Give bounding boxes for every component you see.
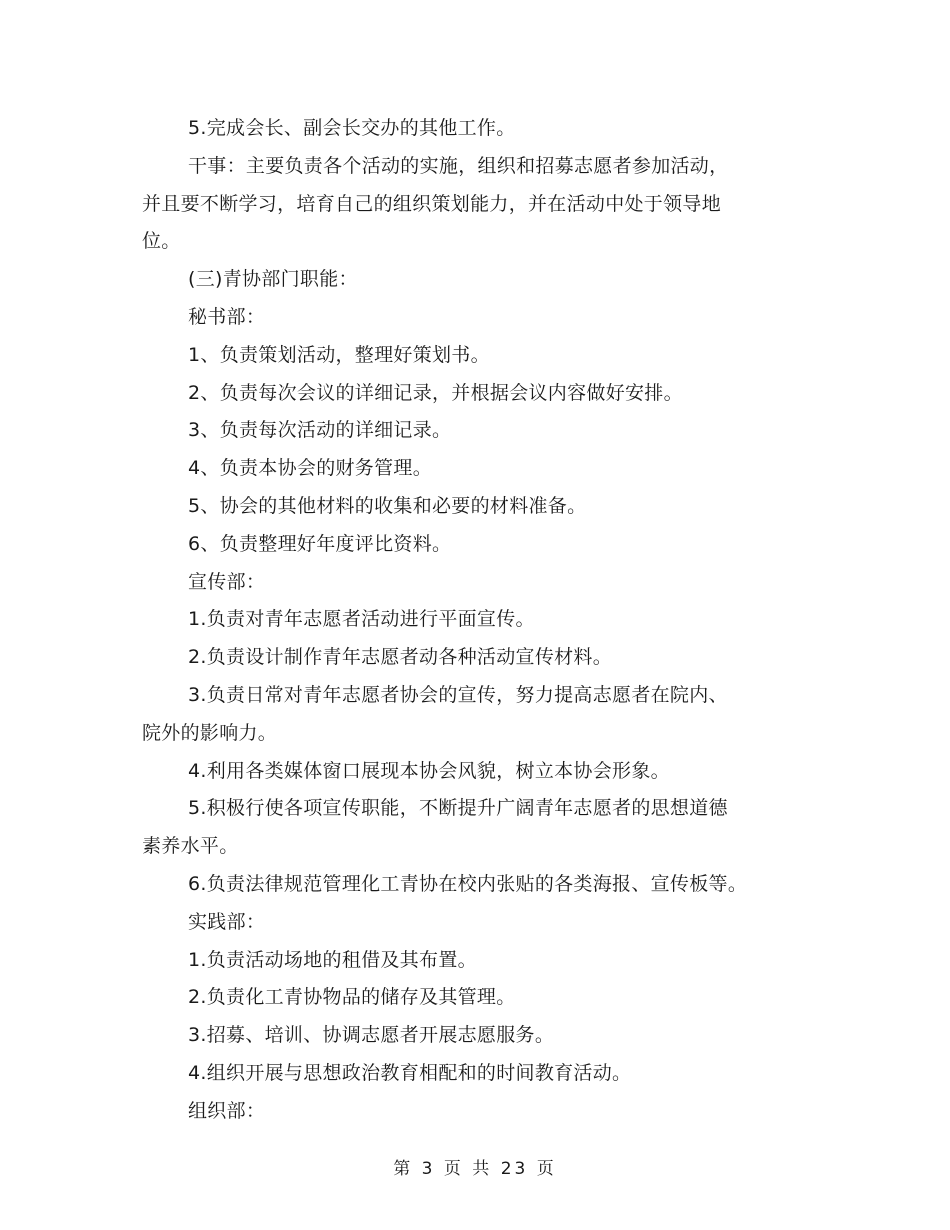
text-line: 6.负责法律规范管理化工青协在校内张贴的各类海报、宣传板等。 (188, 872, 748, 895)
text-line: 6、负责整理好年度评比资料。 (188, 532, 452, 555)
text-line: 5、协会的其他材料的收集和必要的材料准备。 (188, 494, 587, 517)
text-line: 4、负责本协会的财务管理。 (188, 457, 432, 480)
text-line: 1.负责对青年志愿者活动进行平面宣传。 (188, 608, 535, 631)
text-line: 组织部： (188, 1099, 266, 1122)
text-line: 4.组织开展与思想政治教育相配和的时间教育活动。 (188, 1061, 632, 1084)
text-line: 2.负责设计制作青年志愿者动各种活动宣传材料。 (188, 646, 613, 669)
text-line: 1、负责策划活动，整理好策划书。 (188, 343, 490, 366)
text-line: 1.负责活动场地的租借及其布置。 (188, 948, 477, 971)
text-line: 院外的影响力。 (142, 721, 278, 744)
text-line: 位。 (142, 230, 181, 253)
text-line: 3.招募、培训、协调志愿者开展志愿服务。 (188, 1024, 555, 1047)
text-line: 5.完成会长、副会长交办的其他工作。 (188, 117, 516, 139)
document-body (142, 110, 822, 1131)
text-line: 3、负责每次活动的详细记录。 (188, 419, 452, 442)
text-line: 秘书部： (188, 305, 266, 328)
text-line: 干事：主要负责各个活动的实施，组织和招募志愿者参加活动， (188, 154, 729, 177)
text-line: 4.利用各类媒体窗口展现本协会风貌，树立本协会形象。 (188, 759, 670, 782)
text-line: 宣传部： (188, 570, 266, 593)
text-line: 3.负责日常对青年志愿者协会的宣传，努力提高志愿者在院内、 (188, 683, 728, 706)
text-line: (三)青协部门职能： (188, 268, 358, 291)
text-line: 2、负责每次会议的详细记录，并根据会议内容做好安排。 (188, 381, 683, 404)
text-line: 2.负责化工青协物品的储存及其管理。 (188, 986, 516, 1009)
text-line: 素养水平。 (142, 835, 239, 858)
text-line: 实践部： (188, 910, 266, 933)
text-line: 5.积极行使各项宣传职能，不断提升广阔青年志愿者的思想道德 (188, 797, 728, 820)
text-line: 并且要不断学习，培育自己的组织策划能力，并在活动中处于领导地 (142, 192, 722, 215)
page-footer: 第 3 页 共 23 页 (393, 1159, 557, 1179)
